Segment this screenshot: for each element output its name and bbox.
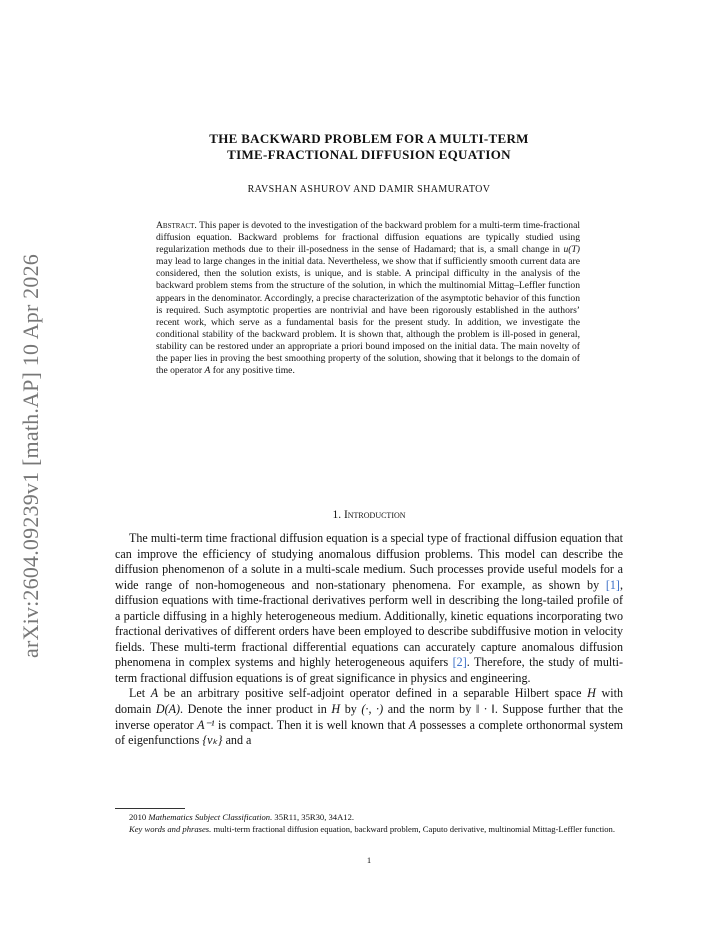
- paragraph-1-text-b: , diffusion equations with time-fractional derivatives perform well in describing the long-tailed profile of a particle diffusing in a highly heterogeneous medium. Additionally, kinetic equations incorporating two fractional derivatives of different orders have been employed to describe subdiffusive motion in velocity fields. These multi-term fractional differential equations can accurately capture anomalous diffusion phenomena in complex systems and highly heterogeneous aquifers: [115, 577, 623, 670]
- paper-title-line-1: THE BACKWARD PROBLEM FOR A MULTI-TERM: [209, 131, 529, 146]
- msc-label: Mathematics Subject Classification.: [148, 812, 273, 822]
- paragraph-2-text: is compact. Then it is well known that: [217, 717, 406, 732]
- math-symbol: H: [331, 702, 341, 717]
- msc-year: 2010: [129, 812, 147, 822]
- keywords-label: Key words and phrases.: [129, 823, 212, 834]
- paragraph-2-text: with domain: [115, 686, 623, 717]
- abstract-text-b: may lead to large changes in the initial data. Nevertheless, we show that if sufficiently smooth current data are considered, then the solution exists, is unique, and is stable. A principal difficulty in the analysis of the backward problem stems from the structure of the solution, in which the multinomial Mittag–Leffler function appears in the denominator. Accordingly, a precise characterization of the asymptotic behavior of this function is required. Such asymptotic properties are nontrivial and have been rigorously established in the authors’ recent work, which serve as a fundamental basis for the present study. In addition, we investigate the conditional stability of the backward problem. It is shown that, although the problem is ill-posed in general, stability can be restored under an appropriate a priori bound imposed on the initial data. The main novelty of the paper lies in proving the best smoothing property of the solution, showing that it belongs to the domain of the operator: [156, 256, 580, 377]
- footnote-rule: [115, 808, 185, 809]
- arxiv-identifier-stamp: [14, 246, 48, 666]
- paragraph-1-text-a: The multi-term time fractional diffusion equation is a special type of fractional diffusion equation that can improve the efficiency of studying anomalous diffusion problems. This model can describe the diffusion phenomenon of a solute in a multi-scale medium. Such processes provide useful models for a wide range of non-homogeneous and non-stationary phenomena. For example, as shown by: [115, 531, 623, 592]
- section-number: 1.: [332, 509, 342, 521]
- abstract: [156, 220, 580, 377]
- paragraph-2-text: and a: [225, 733, 252, 748]
- introduction-body: [115, 531, 623, 749]
- paper-title: [115, 131, 623, 163]
- math-symbol: ‖ · ‖: [475, 702, 495, 717]
- arxiv-identifier-text: arXiv:2604.09239v1 [math.AP] 10 Apr 2026: [18, 254, 43, 658]
- abstract-math-A: A: [204, 365, 211, 377]
- section-title: Introduction: [343, 509, 406, 521]
- paragraph-2-text: . Denote the inner product in: [180, 702, 327, 717]
- math-symbol: A: [408, 717, 417, 732]
- paper-title-line-2: TIME-FRACTIONAL DIFFUSION EQUATION: [227, 147, 511, 162]
- abstract-label: Abstract.: [156, 220, 197, 231]
- keywords-text: multi-term fractional diffusion equation, backward problem, Caputo derivative, multinomial Mittag-Leffler function.: [213, 823, 616, 834]
- math-symbol: D(A): [155, 702, 181, 717]
- abstract-text-a: This paper is devoted to the investigation of the backward problem for a multi-term time-fractional diffusion equation. Backward problems for fractional diffusion equations are typically studied using regularization methods due to their ill-posedness in the sense of Hadamard; that is, a small change in: [156, 220, 580, 256]
- paragraph-2-text: Let: [129, 686, 146, 701]
- paragraph-2: [115, 686, 623, 748]
- footnote-keywords: [115, 824, 623, 836]
- math-symbol: (·, ·): [361, 702, 384, 717]
- paragraph-2-text: by: [344, 702, 357, 717]
- paragraph-2-text: . Suppose further that the inverse operator: [115, 702, 623, 732]
- paragraph-2-text: be an arbitrary positive self-adjoint operator defined in a separable Hilbert space: [163, 686, 582, 701]
- math-symbol: A: [150, 686, 159, 701]
- citation-link-2[interactable]: [2]: [452, 655, 467, 670]
- math-symbol: H: [587, 686, 596, 701]
- paragraph-2-text: possesses a complete orthonormal system of eigenfunctions: [115, 717, 623, 748]
- math-symbol: {vₖ}: [202, 733, 223, 748]
- footnotes: [115, 812, 623, 835]
- abstract-text-c: for any positive time.: [212, 365, 295, 377]
- abstract-math-uT: u(T): [563, 244, 581, 256]
- paragraph-2-text: and the norm by: [387, 702, 472, 717]
- page-number: 1: [366, 855, 372, 865]
- citation-link-1[interactable]: [1]: [605, 577, 620, 592]
- math-symbol: A⁻¹: [197, 717, 215, 732]
- section-heading-introduction: [115, 509, 623, 521]
- footnote-msc: [115, 812, 623, 824]
- paper-authors: RAVSHAN ASHUROV AND DAMIR SHAMURATOV: [247, 184, 491, 195]
- msc-codes: 35R11, 35R30, 34A12.: [274, 812, 355, 822]
- paragraph-1-text-c: . Therefore, the study of multi-term fractional diffusion equations is of great significance in physics and engineering.: [115, 655, 623, 685]
- paragraph-1: [115, 531, 623, 686]
